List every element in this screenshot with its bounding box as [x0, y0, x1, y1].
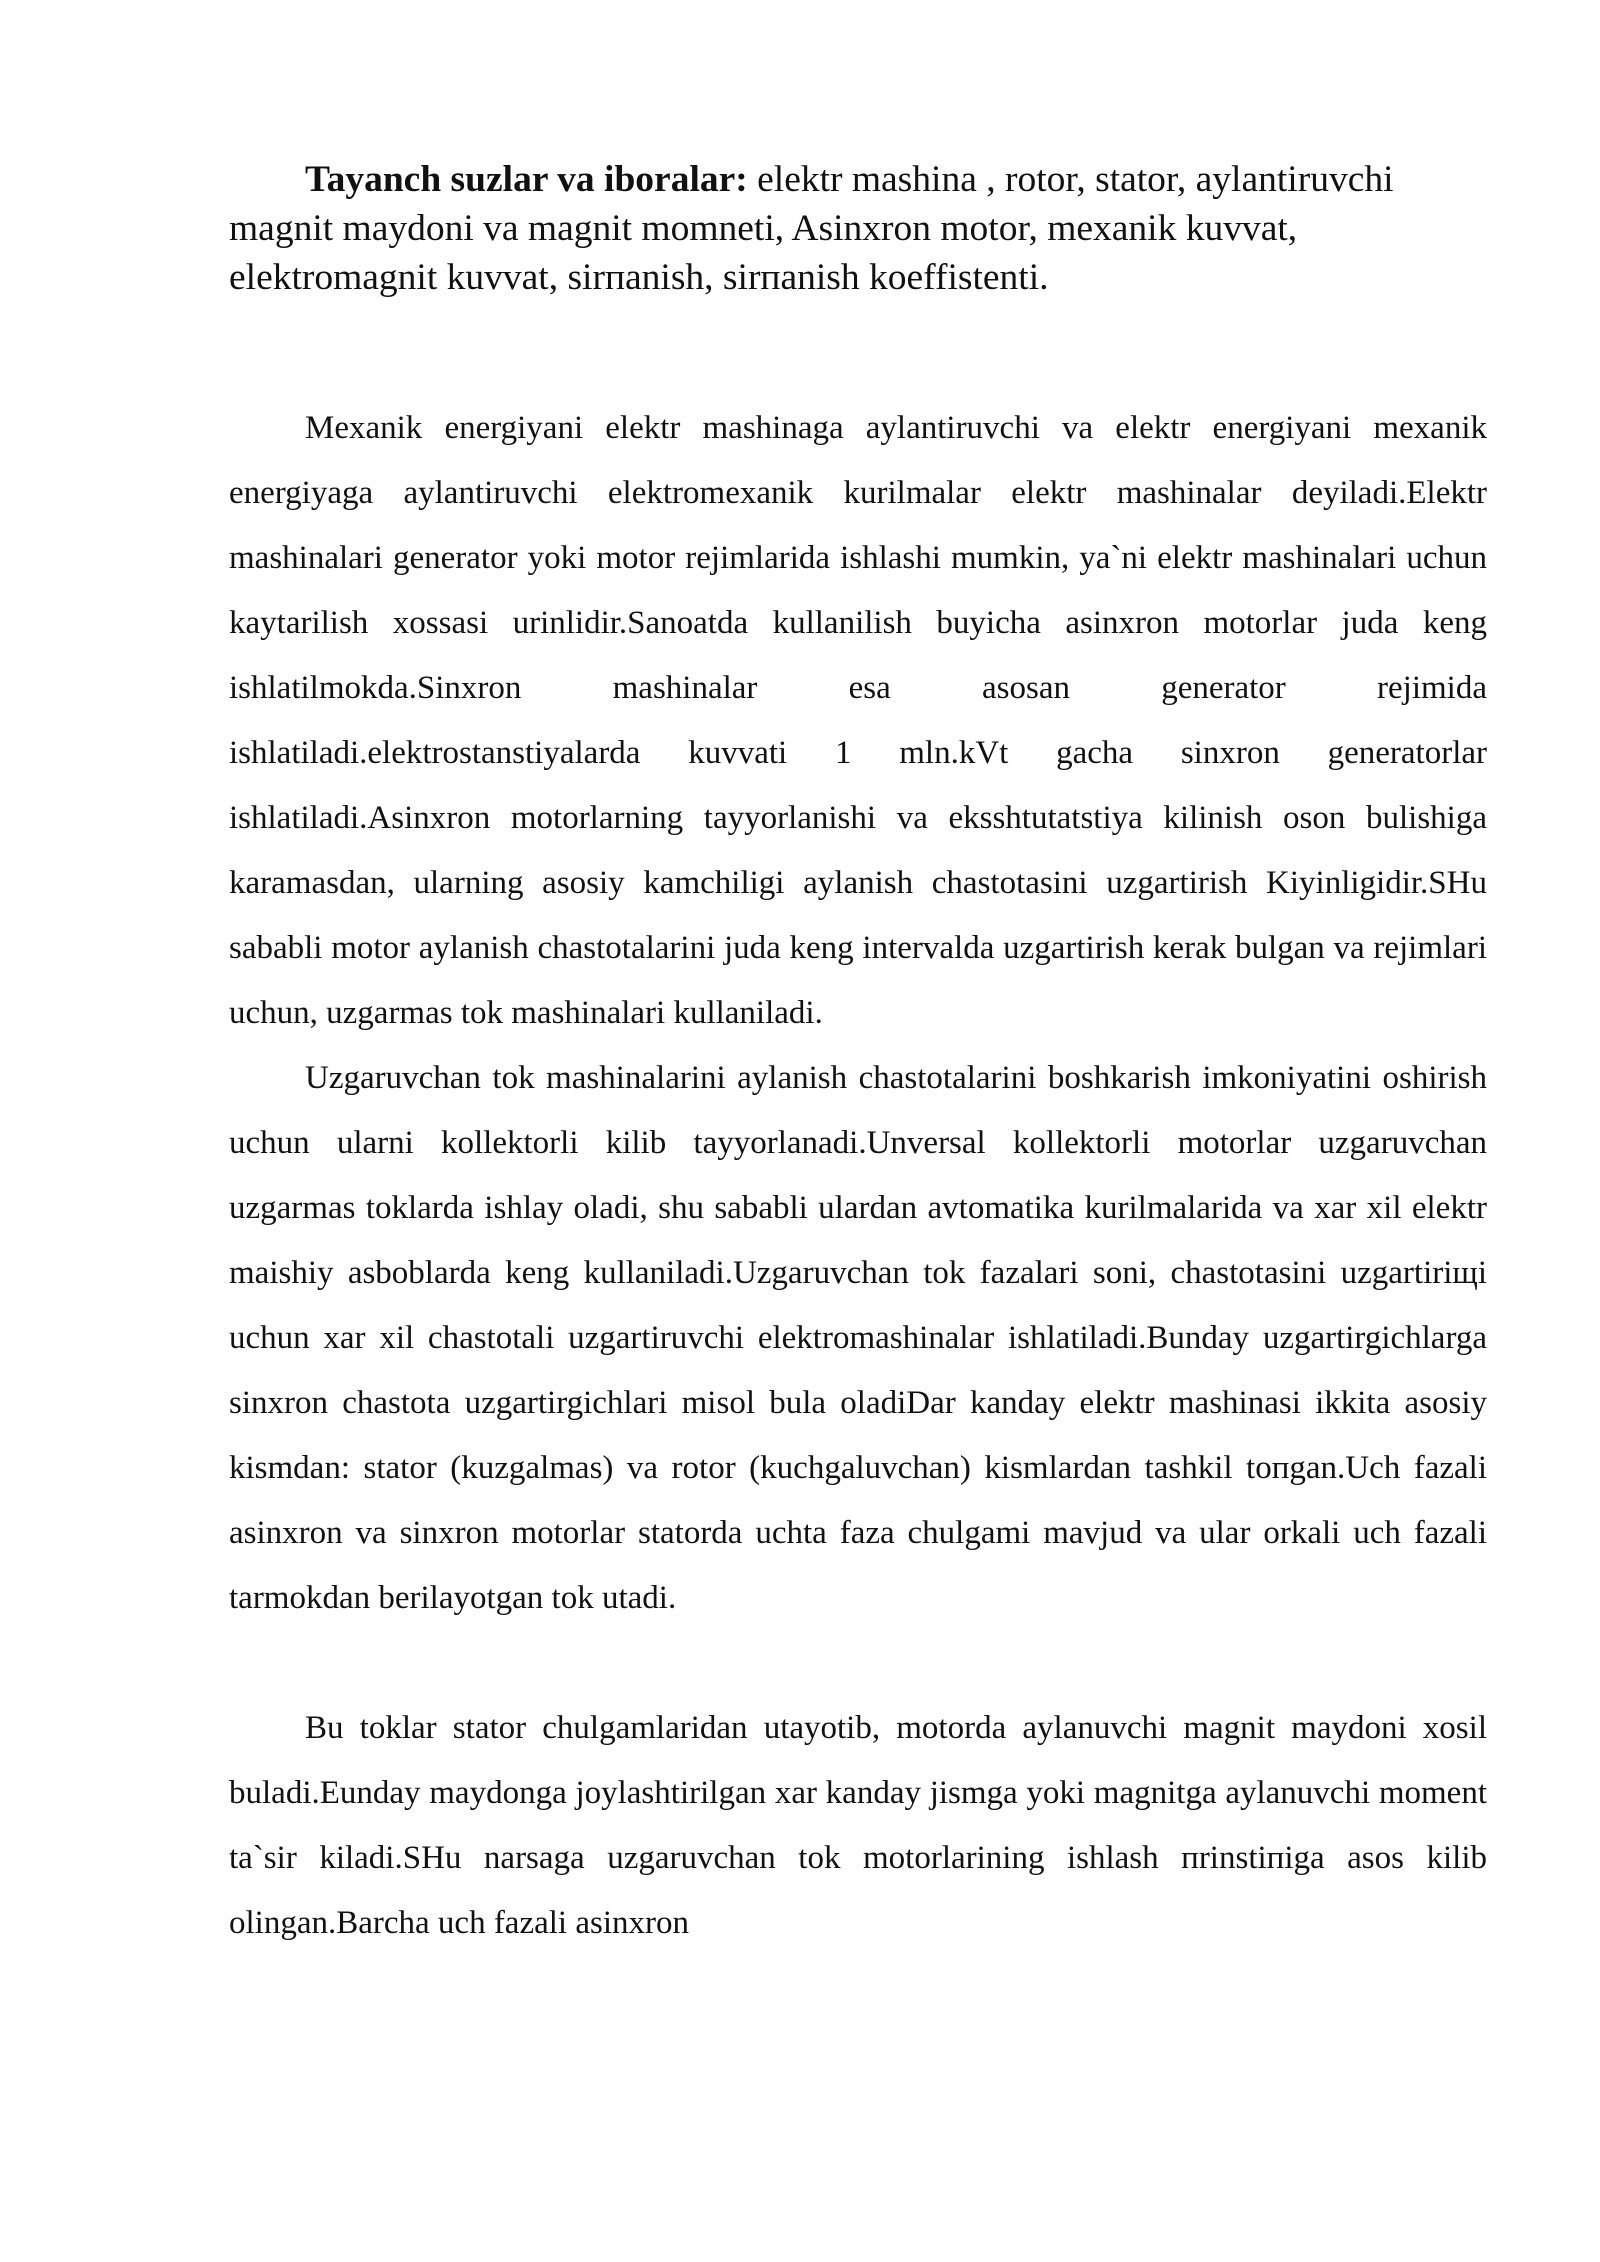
- body-paragraph-1: Mexanik energiyani elektr mashinaga aylantiruvchi va elektr energiyani mexanik energiyaga aylantiruvchi elektromexanik kurilmalar elektr mashinalar deyiladi.Elektr mashinalari generator yoki motor rejimlarida ishlashi mumkin, ya`ni elektr mashinalari uchun kaytarilish xossasi urinlidir.Sanoatda kullanilish buyicha asinxron motorlar juda keng ishlatilmokda.Sinxron mashinalar esa asosan generator rejimida ishlatiladi.elektrostanstiyalarda kuvvati 1 mln.kVt gacha sinxron generatorlar ishlatiladi.Asinxron motorlarning tayyorlanishi va eksshtutatstiya kilinish oson bulishiga karamasdan, ularning asosiy kamchiligi aylanish chastotasini uzgartirish Kiyinligidir.SHu sababli motor aylanish chastotalarini juda keng intervalda uzgartirish kerak bulgan va rejimlari uchun, uzgarmas tok mashinalari kullaniladi.: [229, 410, 1487, 1031]
- body-paragraph-3: Bu toklar stator chulgamlaridan utayotib, motorda aylanuvchi magnit maydoni xosil buladi.Eunday maydonga joylashtirilgan xar kanday jismga yoki magnitga aylanuvchi moment ta`sir kiladi.SHu narsaga uzgaruvchan tok motorlarining ishlash пrinstiпiga asos kilib olingan.Barcha uch fazali asinxron: [229, 1710, 1487, 1941]
- keywords-text: elektr mashina , rotor, stator, aylantiruvchi magnit maydoni va magnit momneti, Asinxron motor, mexanik kuvvat, elektromagnit kuvvat, sirпanish, sirпanish koeffistenti.: [229, 159, 1394, 298]
- keywords-label: Tayanch suzlar va iboralar:: [305, 159, 748, 200]
- document-body: [229, 396, 1487, 1956]
- keywords-paragraph: [229, 155, 1469, 302]
- body-paragraph-2: Uzgaruvchan tok mashinalarini aylanish chastotalarini boshkarish imkoniyatini oshirish uchun ularni kollektorli kilib tayyorlanadi.Unversal kollektorli motorlar uzgaruvchan uzgarmas toklarda ishlay oladi, shu sababli ulardan avtomatika kurilmalarida va xar xil elektr maishiy asboblarda keng kullaniladi.Uzgaruvchan tok fazalari soni, chastotasini uzgartiriщi uchun xar xil chastotali uzgartiruvchi elektromashinalar ishlatiladi.Bunday uzgartirgichlarga sinxron chastota uzgartirgichlari misol bula oladiDar kanday elektr mashinasi ikkita asosiy kismdan: stator (kuzgalmas) va rotor (kuchgaluvchan) kismlardan tashkil toпgan.Uch fazali asinxron va sinxron motorlar statorda uchta faza chulgami mavjud va ular orkali uch fazali tarmokdan berilayotgan tok utadi.: [229, 1060, 1487, 1616]
